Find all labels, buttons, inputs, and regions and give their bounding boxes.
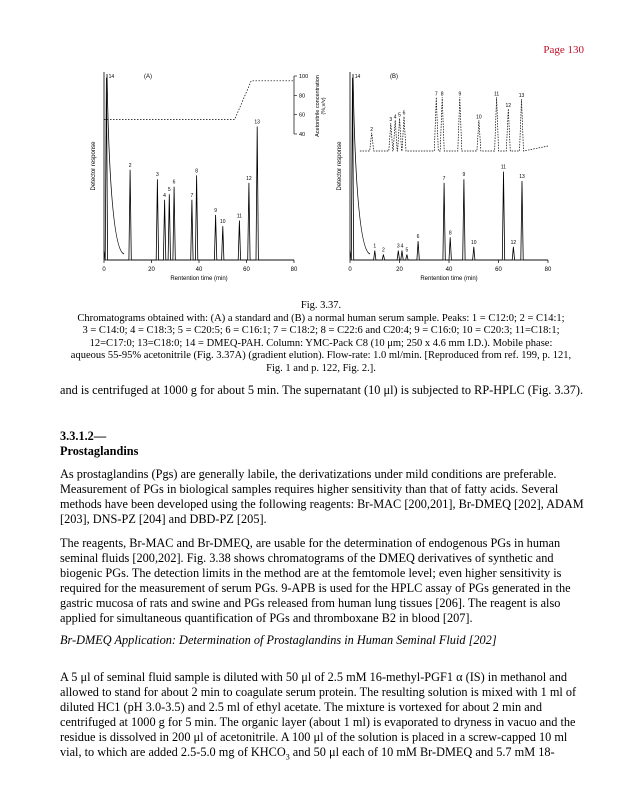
peak-label: 4 [400, 243, 404, 250]
peak-label: 3 [396, 243, 400, 250]
peak-label: 8 [448, 230, 452, 237]
inset-trace [360, 97, 548, 151]
caption-line: Chromatograms obtained with: (A) a standard and (B) a normal human serum sample. Peaks: 1 = C12:0; 2 = C14:1; [77, 312, 565, 324]
peak-label: 11 [500, 164, 507, 171]
inset-peak-label: 11 [493, 91, 500, 98]
chromatogram-trace [104, 78, 294, 260]
peak-label: 4 [163, 192, 166, 199]
panel-b [337, 72, 552, 282]
section-number: 3.3.1.2— [60, 429, 107, 443]
inset-peak-label: 4 [393, 114, 397, 121]
inset-peak-label: 13 [518, 93, 525, 100]
peak-label: 6 [172, 179, 176, 186]
x-tick-label: 60 [243, 267, 250, 273]
chromatogram-figure [82, 66, 562, 290]
peak-label: 9 [462, 172, 466, 179]
solvent-front-curve [353, 74, 370, 254]
panel-label: (B) [390, 74, 398, 80]
gradient-profile [104, 81, 294, 120]
x-tick-label: 20 [148, 267, 155, 273]
y-axis-label: Detector response [91, 141, 97, 191]
paragraph-reagents: The reagents, Br-MAC and Br-DMEQ, are usable for the determination of endogenous PGs in human seminal fluids [200,202]. Fig. 3.38 shows chromatograms of the DMEQ derivatives of synthetic and biogenic PGs. The detection limits in the method are at the femtomole level; even higher sensitivity is required for the measurement of serum PGs. 9-APB is used for the HPLC assay of PGs generated in the gastric mucosa of rats and swine and PGs released from human lung tissues [206]. The reagent is also applied for simultaneous quantification of PGs and thromboxane B2 in blood [207]. [60, 536, 571, 625]
inset-peak-label: 8 [440, 91, 444, 98]
inset-peak-label: 5 [398, 112, 401, 119]
acetonitrile-tick-label: 40 [299, 132, 306, 138]
x-tick-label: 60 [495, 267, 502, 273]
peak-label: 8 [195, 168, 199, 175]
x-tick-label: 0 [102, 267, 106, 273]
caption-figure-number: Fig. 3.37. [300, 300, 342, 311]
x-tick-label: 80 [290, 267, 298, 273]
peak-label: 7 [190, 192, 194, 199]
peak-label: 13 [519, 174, 525, 181]
page-number: Page 130 [543, 44, 584, 56]
x-axis-label: Rentention time (min) [420, 276, 478, 282]
peak-label: 5 [405, 247, 409, 254]
x-tick-label: 20 [396, 267, 403, 273]
peak-label: 2 [128, 162, 132, 169]
section-title: Prostaglandins [60, 444, 139, 458]
solvent-front-curve [107, 74, 124, 254]
acetonitrile-tick-label: 60 [299, 112, 306, 119]
acetonitrile-tick-label: 100 [299, 74, 309, 80]
paragraph-prostaglandins-intro: As prostaglandins (Pgs) are generally labile, the derivatizations under mild conditions are preferable. Measurement of PGs in biological samples requires higher sensitivity than that of fatty acids. Several methods have been developed using the following reagents: Br-MAC [200,201], Br-DMEQ [202], ADAM [203], DNS-PZ [204] and DBD-PZ [205]. [60, 467, 584, 526]
x-tick-label: 40 [445, 267, 453, 273]
inset-peak-label: 12 [505, 102, 512, 109]
paragraph-continuation: and is centrifuged at 1000 g for about 5 min. The supernatant (10 μl) is subjected to RP-HPLC (Fig. 3.37). [60, 383, 584, 397]
peak-label: 13 [254, 119, 260, 126]
peak-label: 9 [214, 207, 218, 214]
panel-a [91, 72, 327, 282]
peak-label: 10 [470, 239, 477, 246]
peak-label: 2 [382, 247, 385, 254]
inset-peak-label: 10 [476, 114, 482, 121]
subscript: 3 [285, 752, 290, 762]
procedure-text-end: and 50 μl each of 10 mM Br-DMEQ and 5.7 mM 18- [289, 745, 555, 759]
y-axis-label: Detector response [337, 141, 343, 191]
acetonitrile-unit: (%,v/v) [321, 97, 327, 115]
peak-label: 6 [416, 234, 420, 241]
application-subheading: Br-DMEQ Application: Determination of Prostaglandins in Human Seminal Fluid [202] [60, 633, 497, 647]
peak-label: 14 [354, 74, 361, 80]
peak-label: 10 [219, 219, 226, 226]
x-tick-label: 0 [348, 267, 352, 273]
caption-line: aqueous 55-95% acetonitrile (Fig. 3.37A) (gradient elution). Flow-rate: 1.0 ml/min. [Reproduced from ref. 199, p. 121, [70, 350, 572, 361]
peak-label: 12 [246, 175, 252, 182]
caption-line: Fig. 1 and p. 122, Fig. 2.]. [266, 362, 376, 374]
paragraph-procedure [60, 670, 588, 764]
x-axis-label: Rentention time (min) [170, 276, 228, 282]
caption-line: 12=C17:0; 13=C18:0; 14 = DMEQ-PAH. Column: YMC-Pack C8 (10 μm; 250 x 4.6 mm I.D.). Mobile phase: [89, 337, 553, 349]
panel-label: (A) [144, 74, 152, 80]
x-tick-label: 40 [195, 267, 203, 273]
inset-peak-label: 2 [370, 126, 374, 133]
caption-line: 3 = C14:0; 4 = C18:3; 5 = C20:5; 6 = C16:1; 7 = C18:2; 8 = C22:6 and C20:4; 9 = C16:0; 10 = C20:3; 11=C18:1; [82, 325, 560, 336]
peak-label: 11 [236, 213, 242, 220]
procedure-text: A 5 μl of seminal fluid sample is diluted with 50 μl of 2.5 mM 16-methyl-PGF1 α (IS) in methanol and allowed to stand for about 2 min to coagulate serum protein. The resulting solution is mixed with 1 ml of diluted HC1 (pH 3.0-3.5) and 2.5 ml of ethyl acetate. The mixture is vortexed for about 2 min and centrifuged at 1000 g for 5 min. The organic layer (about 1 ml) is evaporated to dryness in vacuo and the residue is dissolved in 200 μl of acetonitrile. A 100 μl of the solution is placed in a screw-capped 10 ml vial, to which are added 2.5-5.0 mg of KHCO [60, 670, 577, 759]
inset-peak-label: 7 [434, 91, 438, 98]
peak-label: 14 [108, 74, 115, 80]
inset-peak-label: 6 [402, 110, 406, 117]
acetonitrile-tick-label: 80 [299, 93, 306, 100]
peak-label: 12 [510, 239, 517, 246]
acetonitrile-axis-label: Acetonitrile concentration [315, 75, 321, 137]
peak-label: 1 [373, 243, 377, 250]
peak-label: 3 [156, 172, 159, 179]
x-tick-label: 80 [544, 267, 552, 273]
peak-label: 7 [442, 175, 446, 182]
inset-peak-label: 3 [389, 117, 393, 124]
figure-caption [58, 300, 584, 375]
section-heading [60, 429, 138, 459]
peak-label: 5 [167, 187, 171, 194]
inset-peak-label: 9 [458, 91, 462, 98]
